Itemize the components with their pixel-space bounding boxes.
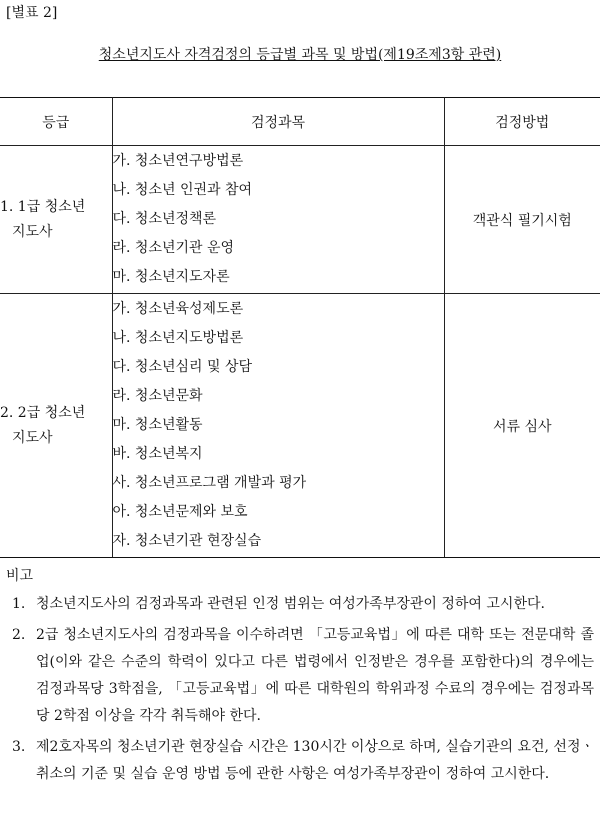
subjects-cell	[112, 294, 444, 558]
subjects-cell	[112, 146, 444, 294]
subject-item: 다. 청소년정책론	[112, 211, 217, 227]
note-item	[12, 622, 594, 730]
note-number: 3.	[12, 739, 26, 755]
subject-item: 가. 청소년연구방법론	[112, 153, 244, 169]
header-grade: 등급	[0, 98, 112, 146]
note-text: 제2호자목의 청소년기관 현장실습 시간은 130시간 이상으로 하며, 실습기관의 요건, 선정ㆍ취소의 기준 및 실습 운영 방법 등에 관한 사항은 여성가족부장관이 정하여 고시한다.	[36, 739, 594, 782]
header-subjects: 검정과목	[112, 98, 444, 146]
subject-item: 라. 청소년문화	[112, 388, 203, 404]
table-row	[0, 294, 600, 558]
grade-cell	[0, 146, 112, 294]
grade-cell	[0, 294, 112, 558]
header-method: 검정방법	[444, 98, 600, 146]
subject-item: 나. 청소년 인권과 참여	[112, 182, 253, 198]
note-number: 1.	[12, 596, 26, 612]
subject-item: 마. 청소년활동	[112, 417, 203, 433]
grade-label-cont: 지도사	[12, 429, 53, 446]
method-cell: 서류 심사	[444, 294, 600, 558]
document-title: 청소년지도사 자격검정의 등급별 과목 및 방법(제19조제3항 관련)	[98, 47, 502, 63]
subject-item: 가. 청소년육성제도론	[112, 301, 244, 317]
table-row	[0, 146, 600, 294]
grade-label: 1. 1급 청소년	[0, 198, 86, 215]
subject-item: 라. 청소년기관 운영	[112, 240, 235, 256]
subject-item: 바. 청소년복지	[112, 446, 203, 462]
subjects-table	[0, 97, 600, 558]
note-number: 2.	[12, 627, 26, 643]
grade-label: 2. 2급 청소년	[0, 404, 86, 421]
note-item	[12, 734, 594, 788]
note-item	[12, 591, 594, 618]
annex-tag: [별표 2]	[6, 5, 58, 21]
note-text: 청소년지도사의 검정과목과 관련된 인정 범위는 여성가족부장관이 정하여 고시한다.	[36, 596, 545, 612]
subject-item: 마. 청소년지도자론	[112, 269, 230, 285]
subject-item: 나. 청소년지도방법론	[112, 330, 244, 346]
notes-list	[12, 591, 594, 792]
remarks-label: 비고	[6, 568, 34, 584]
subject-item: 사. 청소년프로그램 개발과 평가	[112, 475, 307, 491]
subject-item: 다. 청소년심리 및 상담	[112, 359, 253, 375]
note-text: 2급 청소년지도사의 검정과목을 이수하려면 「고등교육법」에 따른 대학 또는 전문대학 졸업(이와 같은 수준의 학력이 있다고 다른 법령에서 인정받은 경우를 포함한다)의 경우에는 검정과목당 3학점을, 「고등교육법」에 따른 대학원의 학위과정 수료의 경우에는 검정과목당 2학점 이상을 각각 취득해야 한다.	[36, 627, 594, 724]
subject-item: 자. 청소년기관 현장실습	[112, 533, 262, 549]
subject-item: 아. 청소년문제와 보호	[112, 504, 248, 520]
grade-label-cont: 지도사	[12, 223, 53, 240]
method-cell: 객관식 필기시험	[444, 146, 600, 294]
table-header-row	[0, 98, 600, 146]
